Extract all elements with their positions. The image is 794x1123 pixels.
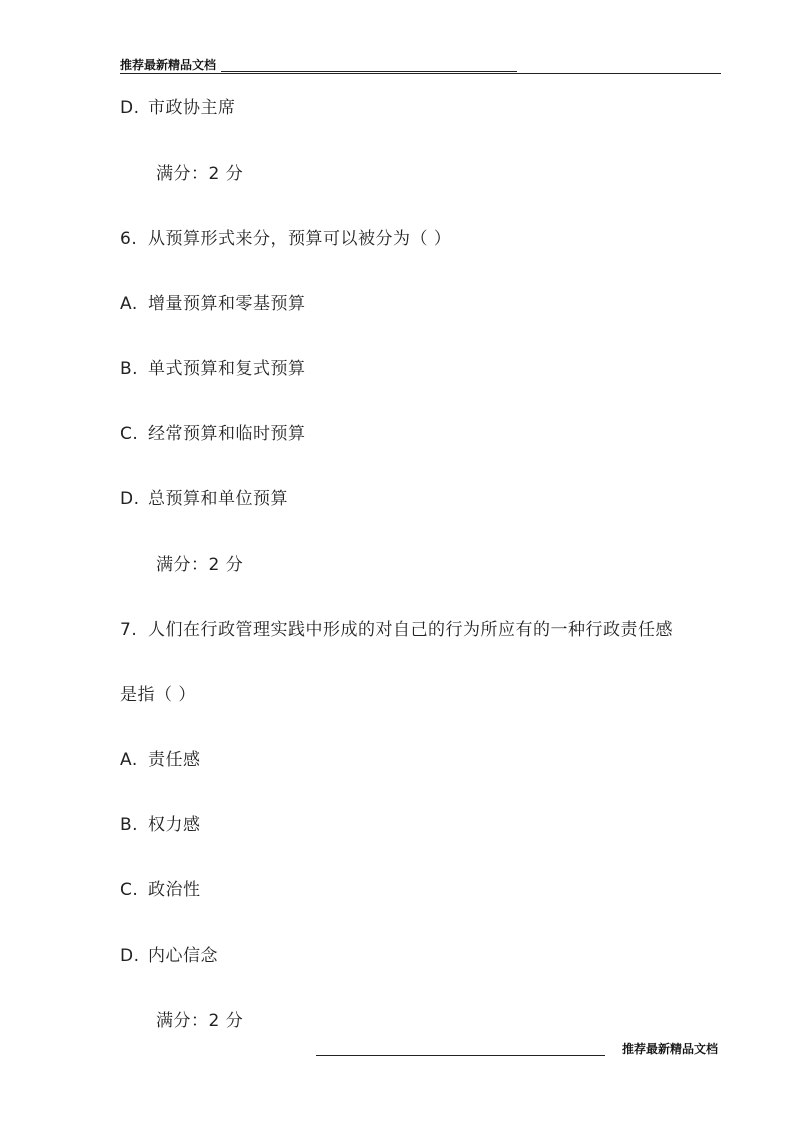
q7-score: 满分：2 分 <box>156 1011 244 1031</box>
option-text: 总预算和单位预算 <box>148 489 288 509</box>
option-letter: D. <box>120 946 140 966</box>
option-letter: C. <box>120 424 139 444</box>
question-text: 从预算形式来分，预算可以被分为（ ） <box>148 229 452 249</box>
q6-option-b <box>120 358 306 380</box>
q5-option-d <box>120 97 236 119</box>
option-letter: A. <box>120 750 138 770</box>
header-title: 推荐最新精品文档 <box>120 58 217 72</box>
question-text: 人们在行政管理实践中形成的对自己的行为所应有的一种行政责任感 <box>148 620 673 640</box>
option-letter: D. <box>120 489 140 509</box>
option-text: 内心信念 <box>148 946 218 966</box>
q7-stem-continued: 是指（ ） <box>120 685 196 705</box>
q7-option-d <box>120 945 218 967</box>
option-letter: D. <box>120 98 140 118</box>
header-underline <box>221 71 517 72</box>
q6-option-c <box>120 423 306 445</box>
q6-option-d <box>120 488 288 510</box>
option-text: 责任感 <box>148 750 201 770</box>
footer-underline <box>316 1055 605 1056</box>
option-text: 市政协主席 <box>148 98 236 118</box>
option-text: 单式预算和复式预算 <box>148 359 306 379</box>
question-number: 7. <box>120 620 138 640</box>
q6-score: 满分：2 分 <box>156 555 244 575</box>
option-letter: A. <box>120 294 138 314</box>
option-text: 政治性 <box>148 880 201 900</box>
q6-stem <box>120 228 451 250</box>
footer-title: 推荐最新精品文档 <box>622 1042 719 1056</box>
question-number: 6. <box>120 229 138 249</box>
q6-option-a <box>120 293 306 315</box>
option-text: 增量预算和零基预算 <box>148 294 306 314</box>
option-letter: C. <box>120 880 139 900</box>
option-letter: B. <box>120 815 139 835</box>
q7-option-a <box>120 749 201 771</box>
q7-option-b <box>120 814 201 836</box>
q7-option-c <box>120 879 201 901</box>
q7-stem <box>120 619 673 641</box>
option-letter: B. <box>120 359 139 379</box>
header-rule <box>120 73 721 74</box>
option-text: 权力感 <box>148 815 201 835</box>
option-text: 经常预算和临时预算 <box>148 424 306 444</box>
q5-score: 满分：2 分 <box>156 164 244 184</box>
